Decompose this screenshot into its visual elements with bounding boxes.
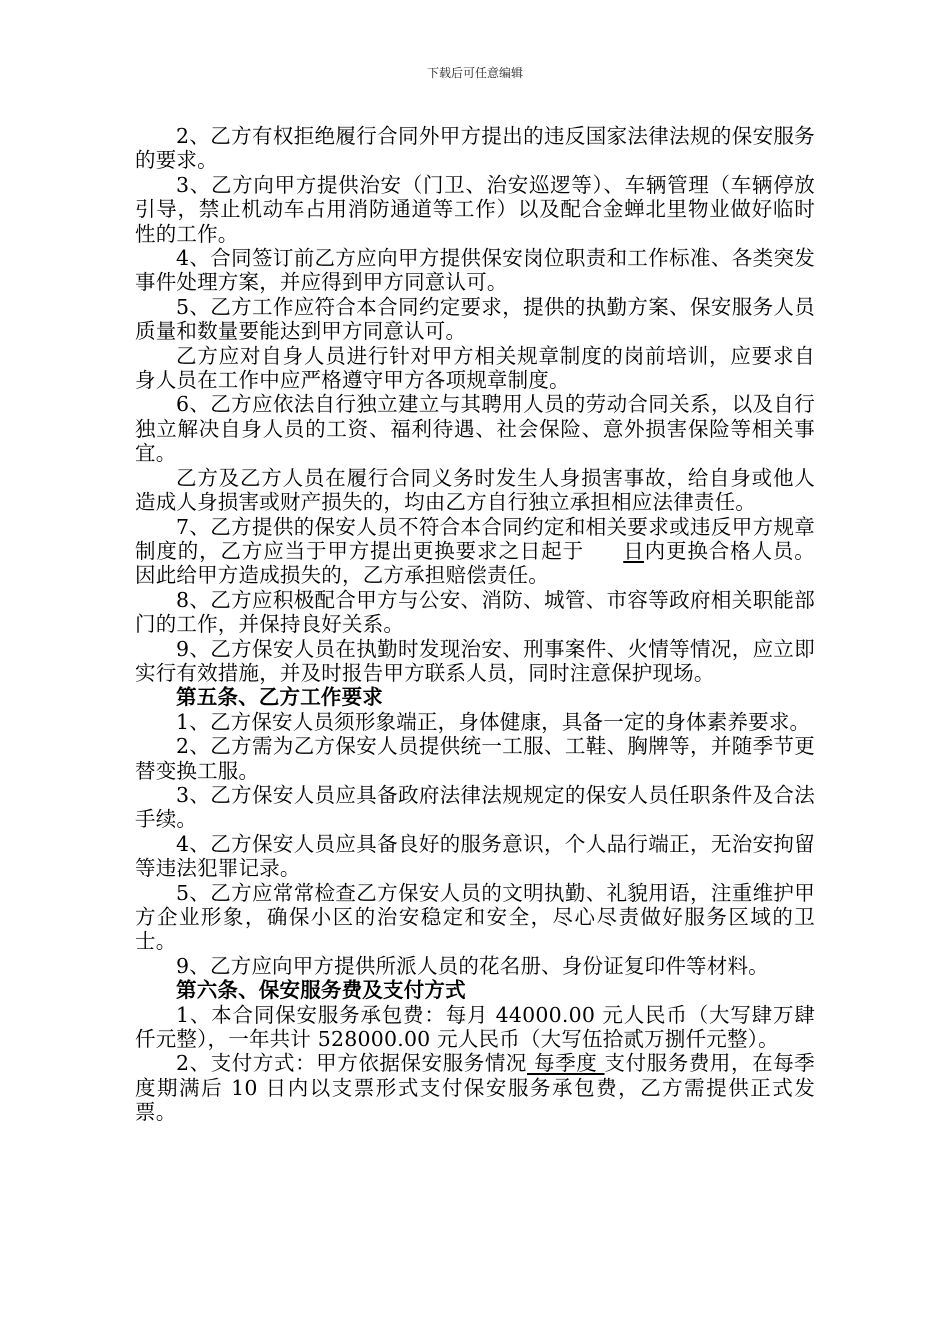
payment-period-underlined: 每季度 [527,1051,605,1076]
clause-6-item-1: 1、本合同保安服务承包费：每月 44000.00 元人民币（大写肆万肆仟元整），一年共计 528000.00 元人民币（大写伍拾贰万捌仟元整）。 [135,1002,815,1052]
clause-5-item-5: 5、乙方应常常检查乙方保安人员的文明执勤、礼貌用语，注重维护甲方企业形象，确保小区的治安稳定和安全，尽心尽责做好服务区域的卫士。 [135,880,815,954]
clause-4-item-6: 6、乙方应依法自行独立建立与其聘用人员的劳动合同关系，以及自行独立解决自身人员的工资、福利待遇、社会保险、意外损害保险等相关事宜。 [135,392,815,466]
clause-6-item-2 [135,1051,815,1124]
clause-5-item-2: 2、乙方需为乙方保安人员提供统一工服、工鞋、胸牌等，并随季节更替变换工服。 [135,734,815,783]
page-header: 下载后可任意编辑 [426,66,523,80]
item-2-text-before: 2、支付方式：甲方依据保安服务情况 [176,1051,528,1076]
clause-4-item-7 [135,515,815,588]
item-2-text-after: 支付服务费用，在每季度期满后 10 日内以支票形式支付保安服务承包费，乙方需提供正式发票。 [135,1051,815,1125]
clause-4-item-5: 5、乙方工作应符合本合同约定要求，提供的执勤方案、保安服务人员质量和数量要能达到甲方同意认可。 [135,294,815,344]
clause-4-item-6-liability: 乙方及乙方人员在履行合同义务时发生人身损害事故，给自身或他人造成人身损害或财产损失的，均由乙方自行独立承担相应法律责任。 [135,465,815,515]
item-7-text-before: 7、乙方提供的保安人员不符合本合同约定和相关要求或违反甲方规章制度的，乙方应当于甲方提出更换要求之日起于 [135,514,815,563]
document-body [135,124,815,1125]
item-7-text-after: 内更换合格人员。因此给甲方造成损失的，乙方承担赔偿责任。 [135,538,815,588]
item-7-days-blank: 日 [623,538,644,563]
clause-5-heading: 第五条、乙方工作要求 [176,685,383,710]
clause-4-item-3: 3、乙方向甲方提供治安（门卫、治安巡逻等）、车辆管理（车辆停放引导，禁止机动车占用消防通道等工作）以及配合金蝉北里物业做好临时性的工作。 [135,172,815,246]
clause-4-item-5-training: 乙方应对自身人员进行针对甲方相关规章制度的岗前培训，应要求自身人员在工作中应严格遵守甲方各项规章制度。 [135,343,815,393]
clause-5-item-1: 1、乙方保安人员须形象端正，身体健康，具备一定的身体素养要求。 [176,709,811,734]
clause-6-heading: 第六条、保安服务费及支付方式 [176,978,466,1003]
clause-5-item-3: 3、乙方保安人员应具备政府法律法规规定的保安人员任职条件及合法手续。 [135,782,815,832]
clause-5-item-9: 9、乙方应向甲方提供所派人员的花名册、身份证复印件等材料。 [176,953,769,978]
clause-5-item-4: 4、乙方保安人员应具备良好的服务意识，个人品行端正，无治安拘留等违法犯罪记录。 [135,831,815,881]
clause-4-item-4: 4、合同签订前乙方应向甲方提供保安岗位职责和工作标准、各类突发事件处理方案，并应得到甲方同意认可。 [135,246,815,295]
clause-4-item-8: 8、乙方应积极配合甲方与公安、消防、城管、市容等政府相关职能部门的工作，并保持良好关系。 [135,587,815,637]
clause-4-item-9: 9、乙方保安人员在执勤时发现治安、刑事案件、火情等情况，应立即实行有效措施，并及时报告甲方联系人员，同时注意保护现场。 [135,636,815,685]
clause-4-item-2: 2、乙方有权拒绝履行合同外甲方提出的违反国家法律法规的保安服务的要求。 [135,124,815,173]
